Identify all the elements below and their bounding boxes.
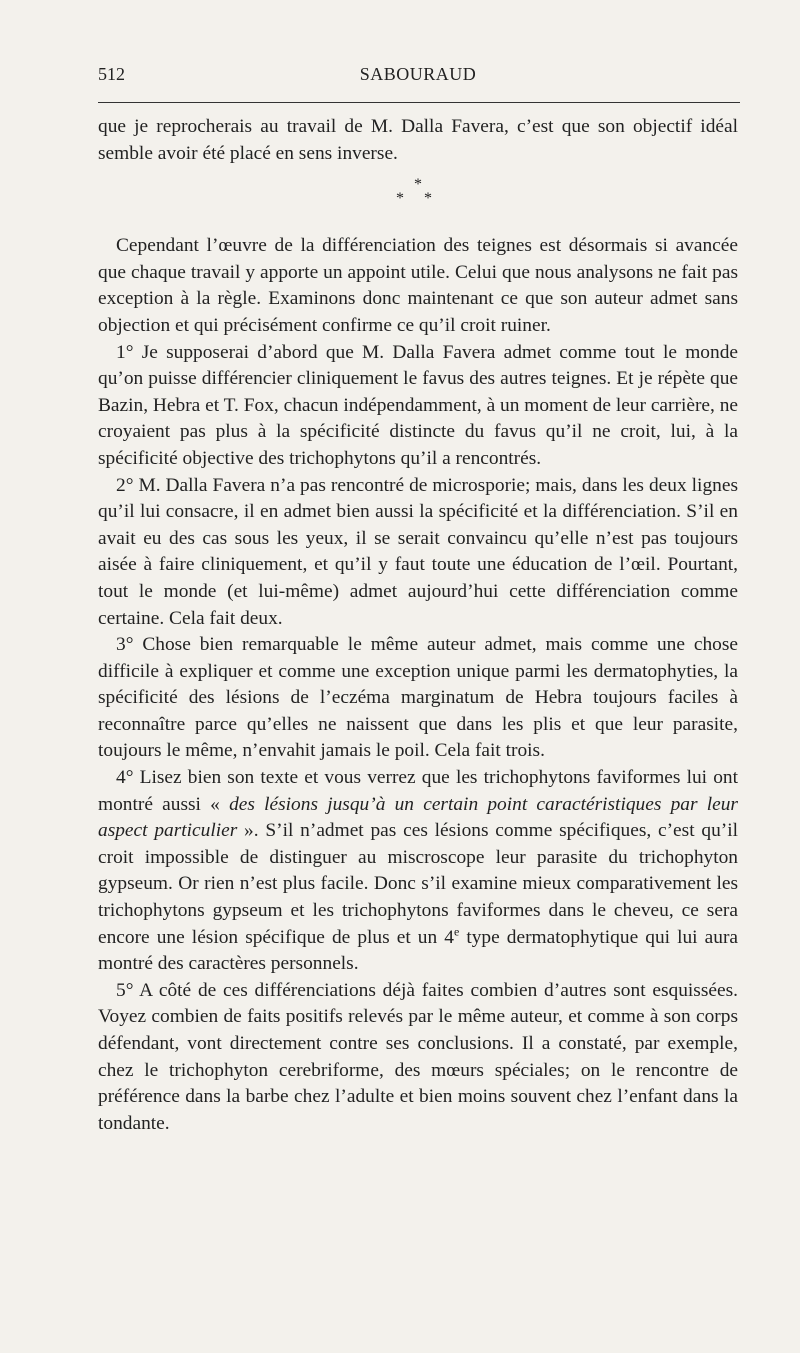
asterism-bottom: * * [396,190,440,208]
paragraph-point-5: 5° A côté de ces différenciations déjà faites combien d’autres sont esquissées. Voyez combien de faits positifs relevés par le même auteur, et comme à son corps défendant, vont directement contre ses conclusions. Il a constaté, par exemple, chez le trichophyton cerebriforme, des mœurs spéciales; on le rencontre de préférence dans la barbe chez l’adulte et bien moins souvent chez l’enfant dans la tondante. [98,979,738,1134]
paragraph-point-1: 1° Je supposerai d’abord que M. Dalla Favera admet comme tout le monde qu’on puisse différencier cliniquement le favus des autres teignes. Et je répète que Bazin, Hebra et T. Fox, chacun indépendamment, à un moment de leur carrière, ne croyaient pas plus à la spécificité distincte du favus qu’il ne croit, lui, à la spécificité objective des trichophytons qu’il a rencontrés. [98,341,739,469]
header-rule [98,102,740,103]
running-title: SABOURAUD [359,64,477,84]
section-break-asterism [98,167,738,233]
page-number: 512 [98,64,125,84]
point-4-text-c: type dermatophytique qui lui aura montré des caractères personnels. [98,926,739,975]
point-4-text-b: ». S’il n’admet pas ces lésions comme spécifiques, c’est qu’il croit impossible de distinguer au miscroscope leur parasite du trichophyton gypseum. Or rien n’est plus facile. Donc s’il examine mieux comparativement les trichophytons gypseum et les trichophytons faviformes dans le cheveu, ce sera encore une lésion spécifique de plus et un 4 [98,820,738,948]
asterism-top: * [414,176,422,194]
paragraph-point-4 [98,765,738,978]
paragraph-point-3: 3° Chose bien remarquable le même auteur admet, mais comme une chose difficile à expliquer et comme une exception unique parmi les dermatophyties, la spécificité des lésions de l’eczéma marginatum de Hebra toujours faciles à reconnaître parce qu’elles ne naissent que dans les plis et que leur parasite, toujours le même, n’envahit jamais le poil. Cela fait trois. [98,634,738,762]
ordinal-superscript: e [453,924,460,939]
text-body [98,114,738,1137]
paragraph-continuation: que je reprocherais au travail de M. Dalla Favera, c’est que son objectif idéal semble avoir été placé en sens inverse. [98,116,738,164]
paragraph-intro: Cependant l’œuvre de la différenciation des teignes est désormais si avancée que chaque travail y apporte un appoint utile. Celui que nous analysons ne fait pas exception à la règle. Examinons donc maintenant ce que son auteur admet sans objection et qui précisément confirme ce qu’il croit ruiner. [98,235,738,336]
point-4-text-a: 4° Lisez bien son texte et vous verrez que les trichophytons faviformes lui ont montré aussi « [98,767,738,815]
paragraph-point-2: 2° M. Dalla Favera n’a pas rencontré de microsporie; mais, dans les deux lignes qu’il lui consacre, il en admet bien aussi la spécificité et la différenciation. S’il en avait eu des cas sous les yeux, il se serait convaincu qu’elle n’est pas toujours aisée à faire cliniquement, et qu’il y faut toute une éducation de l’œil. Pourtant, tout le monde (et lui-même) admet aujourd’hui cette différenciation comme certaine. Cela fait deux. [98,474,738,629]
point-4-quotation: des lésions jusqu’à un certain point caractéristiques par leur aspect particulier [98,793,738,842]
page-header [98,64,738,90]
